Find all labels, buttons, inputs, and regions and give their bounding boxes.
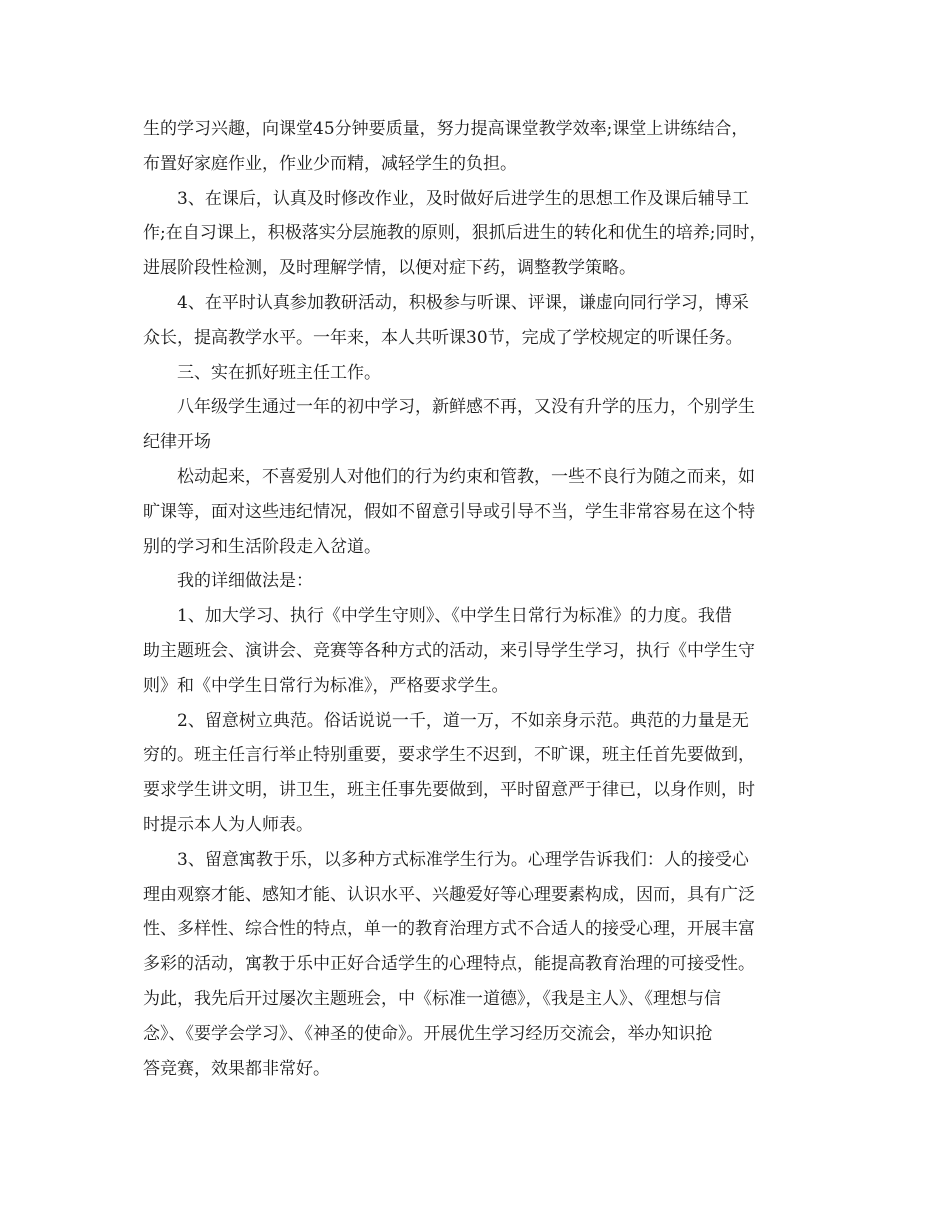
paragraph-6: 我的详细做法是： <box>177 571 313 592</box>
paragraph-7: 1、加大学习、执行《中学生守则》、《中学生日常行为标准》的力度。我借 助主题班会、演讲会、竞赛等各种方式的活动，来引导学生学习，执行《中学生守 则》和《中学生日常行为标准》，严格要求学生。 <box>143 606 755 696</box>
section-heading: 三、实在抓好班主任工作。 <box>177 362 381 383</box>
paragraph-8: 2、留意树立典范。俗话说说一千，道一万，不如亲身示范。典范的力量是无 穷的。班主任言行举止特别重要，要求学生不迟到，不旷课，班主任首先要做到， 要求学生讲文明，讲卫生，班主任事先要做到，平时留意严于律已，以身作则，时 时提示本人为人师表。 <box>143 710 755 835</box>
paragraph-5: 松动起来，不喜爱别人对他们的行为约束和管教，一些不良行为随之而来，如 旷课等，面对这些违纪情况，假如不留意引导或引导不当，学生非常容易在这个特 别的学习和生活阶段走入岔道。 <box>143 466 755 557</box>
paragraph-2: 3、在课后，认真及时修改作业，及时做好后进学生的思想工作及课后辅导工 作;在自习课上，积极落实分层施教的原则，狠抓后进生的转化和优生的培养;同时， 进展阶段性检测，及时理解学情，以便对症下药，调整教学策略。 <box>143 188 767 279</box>
paragraph-3: 4、在平时认真参加教研活动，积极参与听课、评课，谦虚向同行学习，博采 众长，提高教学水平。一年来，本人共听课30节，完成了学校规定的听课任务。 <box>143 292 749 348</box>
paragraph-9: 3、留意寓教于乐，以多种方式标准学生行为。心理学告诉我们：人的接受心 理由观察才能、感知才能、认识水平、兴趣爱好等心理要素构成，因而，具有广泛 性、多样性、综合性的特点，单一的教育治理方式不合适人的接受心理，开展丰富 多彩的活动，寓教于乐中正好合适学生的心理特点，能提高教育治理的可接受性。 为此，我先后开过屡次主题班会，中《标准一道德》，《我是主人》、《理想与信 念》、《要学会学习》、《神圣的使命》。开展优生学习经历交流会，举办知识抢 答竞赛，效果都非常好。 <box>143 849 755 1079</box>
paragraph-1: 生的学习兴趣，向课堂45分钟要质量，努力提高课堂教学效率;课堂上讲练结合， 布置好家庭作业，作业少而精，减轻学生的负担。 <box>143 119 749 174</box>
paragraph-4: 八年级学生通过一年的初中学习，新鲜感不再，又没有升学的压力，个别学生 纪律开场 <box>143 397 755 453</box>
document-body <box>143 112 813 1086</box>
